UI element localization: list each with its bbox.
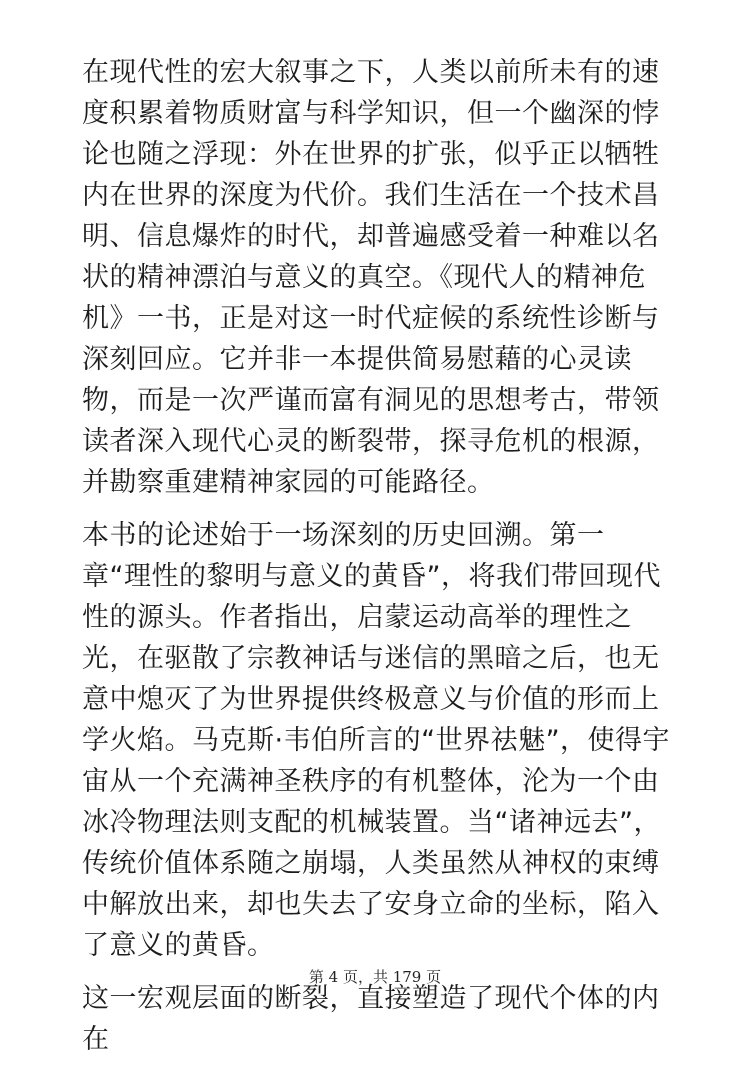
body-text bbox=[82, 52, 672, 1072]
paragraph-2: 本书的论述始于一场深刻的历史回溯。第一章“理性的黎明与意义的黄昏”，将我们带回现代性的源头。作者指出，启蒙运动高举的理性之光，在驱散了宗教神话与迷信的黑暗之后，也无意中熄灭了为世界提供终极意义与价值的形而上学火焰。马克斯·韦伯所言的“世界祛魅”，使得宇宙从一个充满神圣秩序的有机整体，沦为一个由冰冷物理法则支配的机械装置。当“诸神远去”，传统价值体系随之崩塌，人类虽然从神权的束缚中解放出来，却也失去了安身立命的坐标，陷入了意义的黄昏。 bbox=[82, 520, 671, 961]
paragraph-1: 在现代性的宏大叙事之下，人类以前所未有的速度积累着物质财富与科学知识，但一个幽深的悖论也随之浮现：外在世界的扩张，似乎正以牺牲内在世界的深度为代价。我们生活在一个技术昌明、信息爆炸的时代，却普遍感受着一种难以名状的精神漂泊与意义的真空。《现代人的精神危机》一书，正是对这一时代症候的系统性诊断与深刻回应。它并非一本提供简易慰藉的心灵读物，而是一次严谨而富有洞见的思想考古，带领读者深入现代心灵的断裂带，探寻危机的根源，并勘察重建精神家园的可能路径。 bbox=[82, 57, 660, 498]
page-number-footer: 第 4 页，共 179 页 bbox=[308, 968, 442, 986]
paragraph-3: 这一宏观层面的断裂，直接塑造了现代个体的内在 bbox=[82, 983, 660, 1055]
